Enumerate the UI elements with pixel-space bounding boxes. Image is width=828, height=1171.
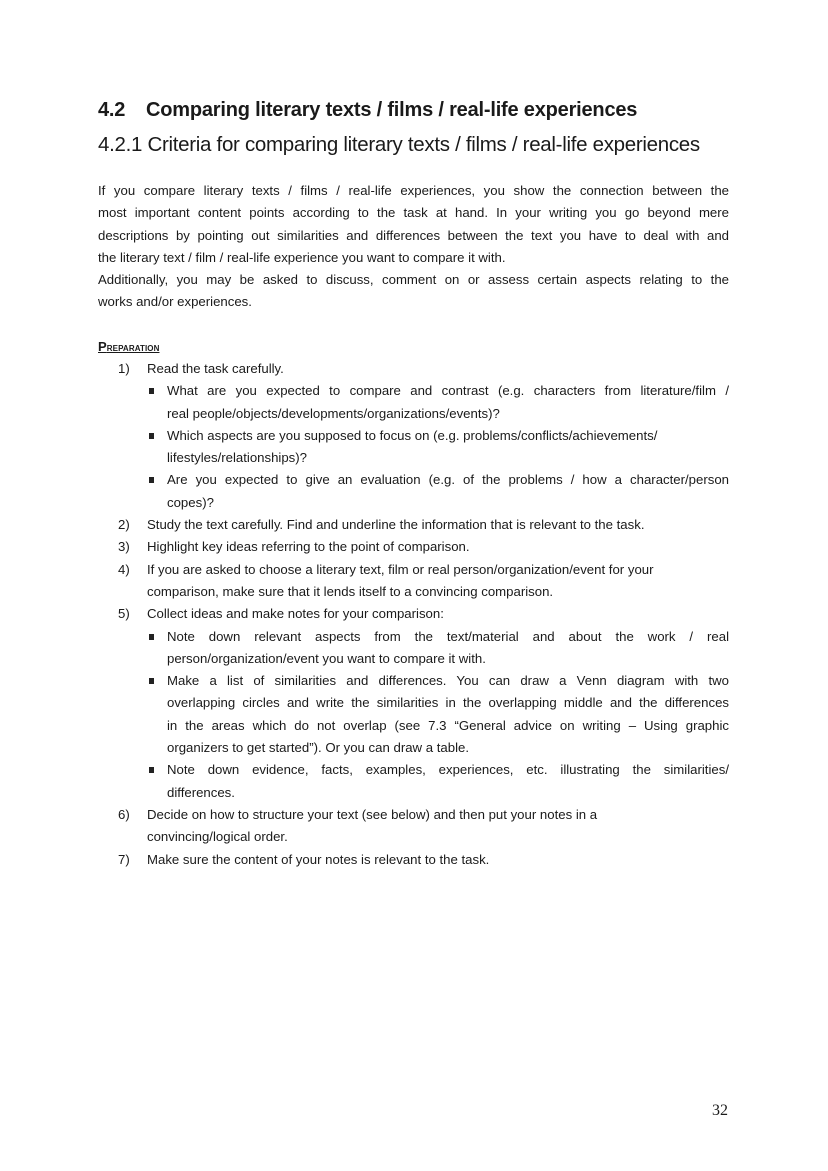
square-bullet-icon (149, 477, 154, 483)
text-line: convincing/logical order. (147, 829, 288, 845)
square-bullet-icon (149, 388, 154, 394)
bullet-item (98, 380, 729, 425)
text-line: Note down relevant aspects from the text/material and about the work / real (167, 628, 729, 644)
bullet-item (98, 759, 729, 804)
item-number: 5) (118, 606, 130, 622)
item-number: 3) (118, 539, 130, 555)
page-number: 32 (712, 1102, 728, 1119)
subsection-heading: 4.2.1 Criteria for comparing literary texts / films / real-life experiences (98, 133, 700, 156)
paragraph (98, 269, 729, 314)
list-item (98, 358, 729, 380)
text-line: If you are asked to choose a literary text, film or real person/organization/event for your (147, 561, 654, 577)
text-line: Note down evidence, facts, examples, experiences, etc. illustrating the similarities/ (167, 762, 729, 778)
text-line: Are you expected to give an evaluation (e.g. of the problems / how a character/person (167, 472, 729, 488)
item-number: 2) (118, 517, 130, 533)
intro-text (98, 180, 729, 314)
section-heading (98, 99, 637, 122)
text-line: Highlight key ideas referring to the point of comparison. (147, 539, 470, 555)
item-number: 4) (118, 561, 130, 577)
bullet-item (98, 670, 729, 759)
text-line: comparison, make sure that it lends itself to a convincing comparison. (147, 583, 554, 599)
text-line: real people/objects/developments/organizations/events)? (167, 405, 500, 421)
text-line: Additionally, you may be asked to discuss, comment on or assess certain aspects relating to the (98, 272, 729, 288)
text-line: Make sure the content of your notes is relevant to the task. (147, 851, 490, 867)
text-line: Study the text carefully. Find and underline the information that is relevant to the task. (147, 517, 645, 533)
text-line: Make a list of similarities and differences. You can draw a Venn diagram with two (167, 673, 729, 689)
text-line: person/organization/event you want to compare it with. (167, 650, 486, 666)
text-line: the literary text / film / real-life experience you want to compare it with. (98, 249, 506, 265)
bullet-item (98, 469, 729, 514)
text-line: differences. (167, 784, 235, 800)
paragraph (98, 180, 729, 269)
list-item (98, 804, 729, 849)
item-number: 7) (118, 851, 130, 867)
list-item (98, 603, 729, 625)
item-number: 1) (118, 361, 130, 376)
square-bullet-icon (149, 634, 154, 640)
list-item (98, 559, 729, 604)
text-line: Read the task carefully. (147, 361, 284, 376)
text-line: overlapping circles and write the similarities in the overlapping middle and the differences (167, 695, 729, 711)
text-line: Which aspects are you supposed to focus on (e.g. problems/conflicts/achievements/ (167, 427, 658, 443)
bullet-item (98, 425, 729, 470)
list-item (98, 849, 729, 871)
square-bullet-icon (149, 678, 154, 684)
bullet-item (98, 626, 729, 671)
text-line: works and/or experiences. (98, 294, 252, 310)
square-bullet-icon (149, 433, 154, 439)
text-line: Decide on how to structure your text (see below) and then put your notes in a (147, 806, 598, 822)
square-bullet-icon (149, 767, 154, 773)
item-number: 6) (118, 806, 130, 822)
text-line: most important content points according to the task at hand. In your writing you go beyond mere (98, 205, 729, 221)
list-item (98, 536, 729, 558)
text-line: What are you expected to compare and contrast (e.g. characters from literature/film / (167, 383, 729, 399)
text-line: If you compare literary texts / films / real-life experiences, you show the connection between the (98, 183, 729, 198)
text-line: descriptions by pointing out similarities and differences between the text you have to deal with and (98, 227, 729, 243)
text-line: lifestyles/relationships)? (167, 450, 307, 466)
preparation-label: Preparation (98, 339, 160, 354)
text-line: in the areas which do not overlap (see 7.3 “General advice on writing – Using graphic (167, 717, 729, 733)
section-number: 4.2 (98, 99, 126, 121)
list-item (98, 514, 729, 536)
text-line: copes)? (167, 494, 214, 510)
text-line: Collect ideas and make notes for your comparison: (147, 606, 444, 622)
preparation-list (98, 358, 729, 871)
text-line: organizers to get started”). Or you can draw a table. (167, 740, 469, 756)
section-title: Comparing literary texts / films / real-life experiences (146, 99, 638, 121)
